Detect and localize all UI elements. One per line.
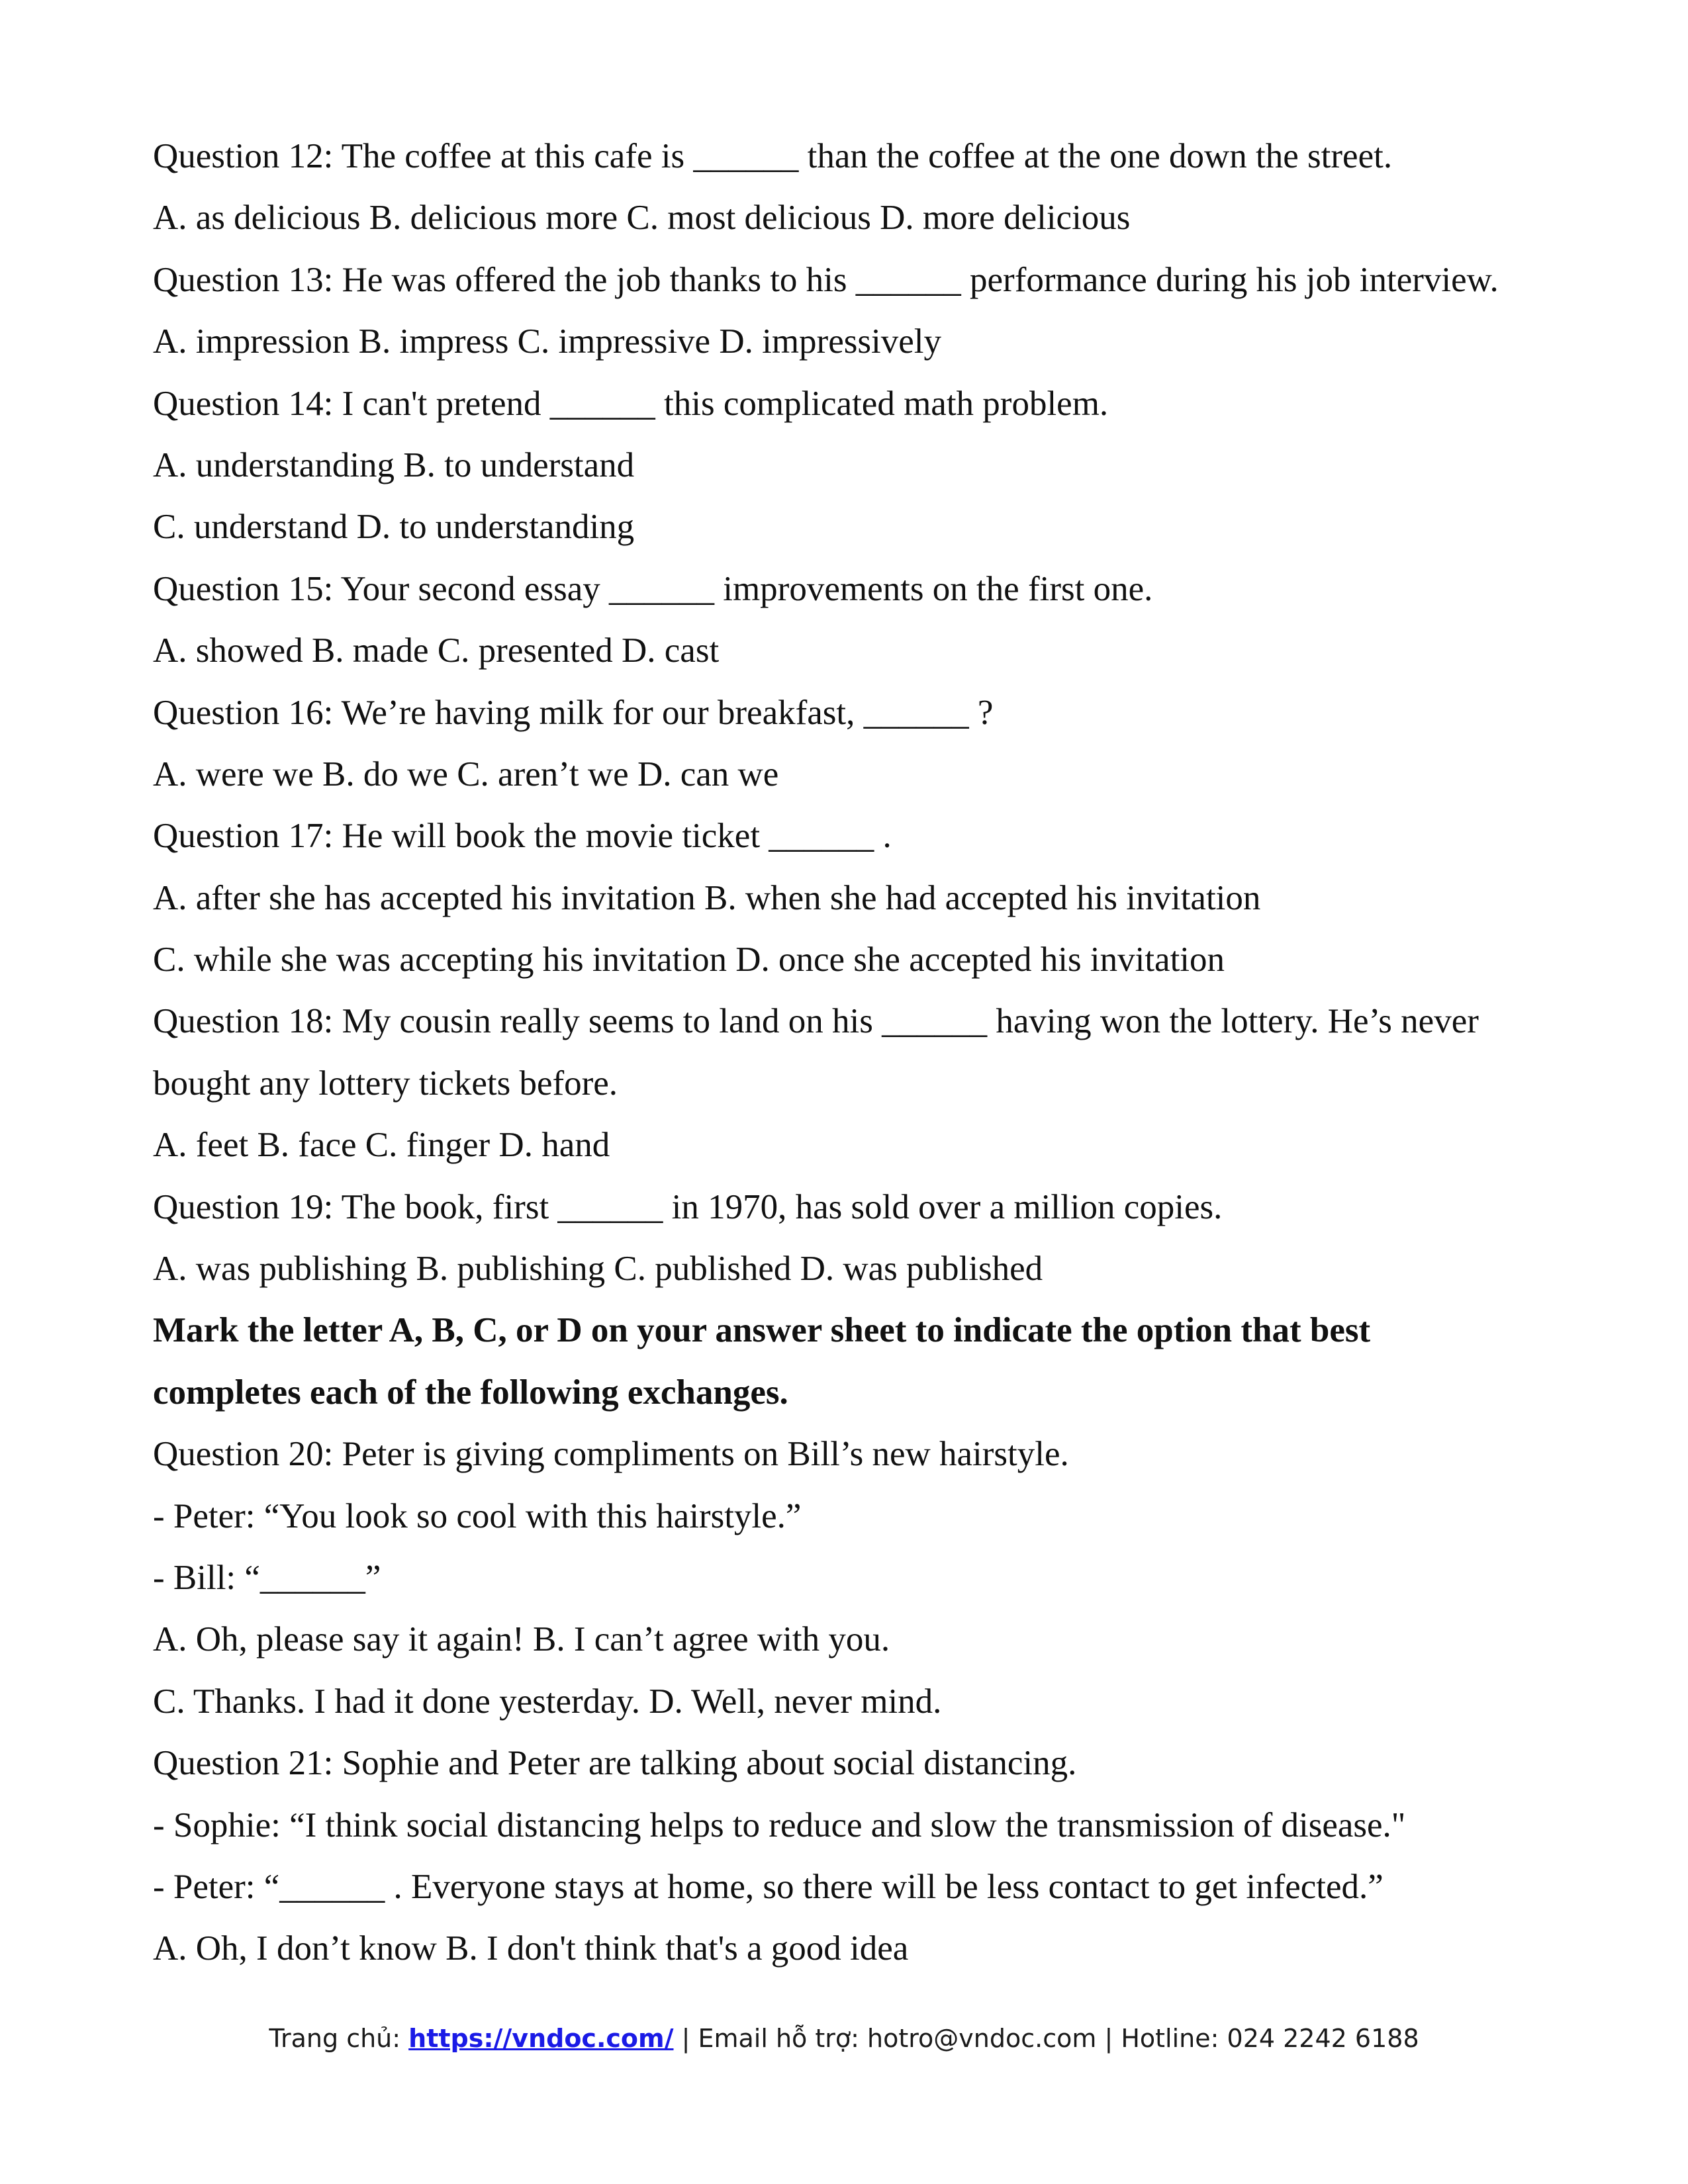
section-instruction-line: completes each of the following exchanges.	[153, 1373, 788, 1412]
question-text-line: Question 16: We’re having milk for our breakfast, ______ ?	[153, 693, 994, 732]
question-text-line: Question 13: He was offered the job thanks to his ______ performance during his job interview.	[153, 260, 1499, 299]
question-text-line: - Sophie: “I think social distancing helps to reduce and slow the transmission of disease."	[153, 1805, 1406, 1844]
document-body	[153, 126, 1609, 1980]
question-text-line: A. after she has accepted his invitation B. when she had accepted his invitation	[153, 878, 1261, 917]
question-text-line: Question 20: Peter is giving compliments on Bill’s new hairstyle.	[153, 1435, 1069, 1474]
question-text-line: A. Oh, I don’t know B. I don't think that's a good idea	[153, 1929, 909, 1968]
question-text-line: A. impression B. impress C. impressive D. impressively	[153, 322, 941, 361]
question-text-line: Question 12: The coffee at this cafe is ______ than the coffee at the one down the street.	[153, 137, 1393, 175]
question-text-line: Question 19: The book, first ______ in 1970, has sold over a million copies.	[153, 1187, 1223, 1226]
question-text-line: C. while she was accepting his invitation D. once she accepted his invitation	[153, 940, 1225, 979]
question-text-line: A. as delicious B. delicious more C. most delicious D. more delicious	[153, 199, 1131, 238]
question-text-line: Question 18: My cousin really seems to land on his ______ having won the lottery. He’s never	[153, 1002, 1479, 1041]
question-text-line: Question 21: Sophie and Peter are talking about social distancing.	[153, 1744, 1077, 1783]
question-text-line: A. feet B. face C. finger D. hand	[153, 1126, 610, 1165]
question-text-line: A. Oh, please say it again! B. I can’t agree with you.	[153, 1620, 890, 1659]
question-text-line: A. was publishing B. publishing C. published D. was published	[153, 1250, 1043, 1289]
question-text-line: A. showed B. made C. presented D. cast	[153, 631, 720, 670]
page-footer	[0, 2019, 1688, 2058]
question-text-line: bought any lottery tickets before.	[153, 1064, 618, 1103]
question-text-line: Question 17: He will book the movie ticket ______ .	[153, 817, 892, 856]
section-instruction-line: Mark the letter A, B, C, or D on your answer sheet to indicate the option that best	[153, 1311, 1371, 1350]
question-text-line: C. understand D. to understanding	[153, 508, 635, 547]
footer-home-label: Trang chủ:	[269, 2024, 409, 2053]
question-text-line: - Bill: “______”	[153, 1558, 381, 1597]
question-text-line: A. were we B. do we C. aren’t we D. can we	[153, 754, 779, 794]
question-text-line: - Peter: “______ . Everyone stays at home, so there will be less contact to get infected.”	[153, 1867, 1383, 1906]
question-text-line: Question 14: I can't pretend ______ this complicated math problem.	[153, 384, 1109, 423]
footer-home-link[interactable]: https://vndoc.com/	[408, 2024, 674, 2053]
question-text-line: - Peter: “You look so cool with this hairstyle.”	[153, 1496, 802, 1535]
question-text-line: A. understanding B. to understand	[153, 445, 635, 484]
question-text-line: Question 15: Your second essay ______ improvements on the first one.	[153, 569, 1153, 608]
question-text-line: C. Thanks. I had it done yesterday. D. Well, never mind.	[153, 1682, 942, 1721]
footer-contact-text: | Email hỗ trợ: hotro@vndoc.com | Hotline: 024 2242 6188	[673, 2024, 1419, 2053]
